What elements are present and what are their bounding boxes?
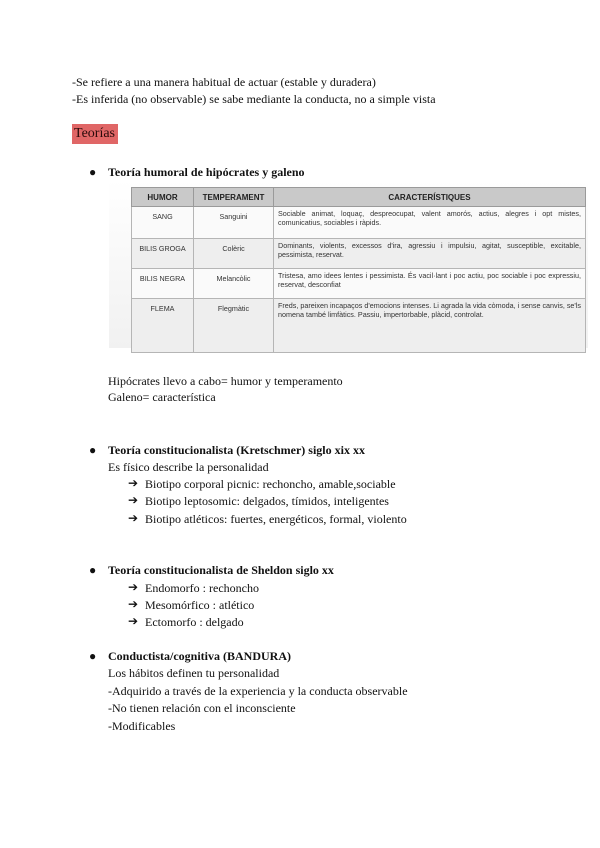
bandura-line: -No tienen relación con el inconsciente xyxy=(108,701,296,715)
humoral-note-2: Galeno= característica xyxy=(108,390,216,404)
humor-table-image xyxy=(109,180,588,348)
bullet-icon: ● xyxy=(89,165,97,179)
arrow-right-icon: ➔ xyxy=(128,580,139,594)
header-temperament: TEMPERAMENT xyxy=(194,188,274,207)
header-caracteristiques: CARACTERÍSTIQUES xyxy=(274,188,586,207)
sheldon-item: Ectomorfo : delgado xyxy=(145,615,244,629)
kretschmer-item: Biotipo leptosomic: delgados, tímidos, inteligentes xyxy=(145,494,389,508)
arrow-right-icon: ➔ xyxy=(128,493,139,507)
humor-table xyxy=(131,187,586,353)
table-row xyxy=(132,299,586,353)
bandura-line: -Adquirido a través de la experiencia y la conducta observable xyxy=(108,684,408,698)
bandura-line: -Modificables xyxy=(108,719,176,733)
cell-humor: FLEMA xyxy=(132,299,194,353)
table-row xyxy=(132,207,586,239)
arrow-right-icon: ➔ xyxy=(128,597,139,611)
cell-humor: BILIS NEGRA xyxy=(132,269,194,299)
arrow-right-icon: ➔ xyxy=(128,614,139,628)
humoral-note-1: Hipócrates llevo a cabo= humor y temperamento xyxy=(108,374,343,388)
cell-temperament: Flegmàtic xyxy=(194,299,274,353)
cell-temperament: Sanguini xyxy=(194,207,274,239)
header-humor: HUMOR xyxy=(132,188,194,207)
bullet-icon: ● xyxy=(89,443,97,457)
bullet-icon: ● xyxy=(89,649,97,663)
cell-caracteristiques: Tristesa, amo idees lentes i pessimista. És vacil·lant i poc actiu, poc sociable i poc expressiu, reservat, desconfiat xyxy=(274,269,586,299)
humoral-title: Teoría humoral de hipócrates y galeno xyxy=(108,165,305,179)
cell-caracteristiques: Freds, pareixen incapaços d'emocions intenses. Li agrada la vida còmoda, i sense canvis, se'ls nomena també limfàtics. Passiu, impertorbable, plàcid, controlat. xyxy=(274,299,586,353)
sheldon-title: Teoría constitucionalista de Sheldon siglo xx xyxy=(108,563,334,577)
kretschmer-title: Teoría constitucionalista (Kretschmer) siglo xix xx xyxy=(108,443,365,457)
cell-humor: SANG xyxy=(132,207,194,239)
sheldon-item: Mesomórfico : atlético xyxy=(145,598,255,612)
sheldon-item: Endomorfo : rechoncho xyxy=(145,581,259,595)
cell-caracteristiques: Sociable animat, loquaç, despreocupat, valent amorós, actius, alegres i opt mistes, comunicatius, sociables i ràpids. xyxy=(274,207,586,239)
cell-temperament: Colèric xyxy=(194,239,274,269)
kretschmer-subtitle: Es físico describe la personalidad xyxy=(108,460,269,474)
arrow-right-icon: ➔ xyxy=(128,476,139,490)
arrow-right-icon: ➔ xyxy=(128,511,139,525)
table-row xyxy=(132,239,586,269)
bandura-title: Conductista/cognitiva (BANDURA) xyxy=(108,649,291,663)
table-row xyxy=(132,269,586,299)
intro-line-1: -Se refiere a una manera habitual de actuar (estable y duradera) xyxy=(72,75,376,89)
kretschmer-item: Biotipo corporal picnic: rechoncho, amable,sociable xyxy=(145,477,396,491)
table-header-row xyxy=(132,188,586,207)
cell-temperament: Melancòlic xyxy=(194,269,274,299)
cell-humor: BILIS GROGA xyxy=(132,239,194,269)
kretschmer-item: Biotipo atléticos: fuertes, energéticos, formal, violento xyxy=(145,512,407,526)
intro-line-2: -Es inferida (no observable) se sabe mediante la conducta, no a simple vista xyxy=(72,92,436,106)
bullet-icon: ● xyxy=(89,563,97,577)
cell-caracteristiques: Dominants, violents, excessos d'ira, agressiu i impulsiu, agitat, susceptible, excitable, pessimista, reservat. xyxy=(274,239,586,269)
bandura-line: Los hábitos definen tu personalidad xyxy=(108,666,280,680)
section-heading-teorias: Teorías xyxy=(72,124,118,144)
